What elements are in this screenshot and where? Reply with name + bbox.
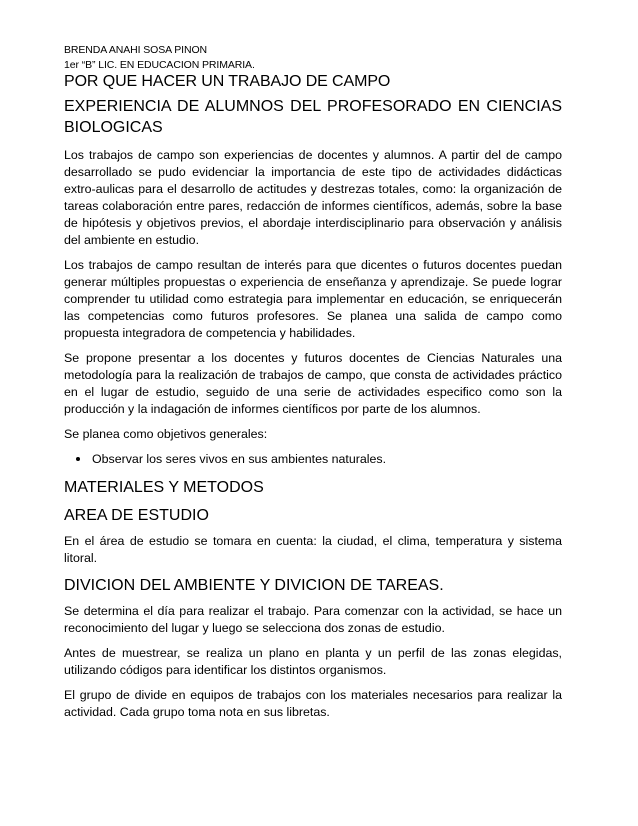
paragraph: El grupo de divide en equipos de trabajos con los materiales necesarios para realizar la actividad. Cada grupo toma nota en sus libretas. bbox=[64, 688, 562, 719]
bullet-text: Observar los seres vivos en sus ambientes naturales. bbox=[92, 452, 387, 466]
paragraph: Se propone presentar a los docentes y futuros docentes de Ciencias Naturales una metodología para la realización de trabajos de campo, que consta de actividades práctico en el lugar de estudio, seguido de una serie de actividades especifico como son la producción y la indagación de informes científicos por parte de los alumnos. bbox=[64, 351, 562, 416]
document-title: POR QUE HACER UN TRABAJO DE CAMPO bbox=[64, 73, 391, 90]
document-subtitle: EXPERIENCIA DE ALUMNOS DEL PROFESORADO EN CIENCIAS BIOLOGICAS bbox=[64, 98, 562, 136]
section-heading-area: AREA DE ESTUDIO bbox=[64, 507, 209, 524]
section-heading-materiales: MATERIALES Y METODOS bbox=[64, 479, 264, 496]
author-course: 1er “B” LIC. EN EDUCACION PRIMARIA. bbox=[64, 59, 255, 71]
paragraph: Los trabajos de campo son experiencias de docentes y alumnos. A partir del de campo desarrollado se pudo evidenciar la importancia de este tipo de actividades didácticas extro-aulicas para el desarrollo de actitudes y destrezas totales, como: la organización de tareas colaboración entre pares, redacción de informes científicos, además, sobre la base de hipótesis y objetivos previos, el abordaje interdisciplinario para observación y análisis del ambiente en estudio. bbox=[64, 148, 562, 247]
paragraph: Se determina el día para realizar el trabajo. Para comenzar con la actividad, se hace un reconocimiento del lugar y luego se selecciona dos zonas de estudio. bbox=[64, 604, 562, 635]
document-body bbox=[64, 71, 562, 729]
paragraph: En el área de estudio se tomara en cuenta: la ciudad, el clima, temperatura y sistema litoral. bbox=[64, 534, 562, 565]
paragraph: Se planea como objetivos generales: bbox=[64, 427, 268, 441]
paragraph: Los trabajos de campo resultan de interés para que dicentes o futuros docentes puedan generar múltiples propuestas o experiencia de enseñanza y aprendizaje. Se puede lograr comprender tu utilidad como estrategia para implementar en educación, se enriquecerán las competencias como futuros profesores. Se planea una salida de campo como propuesta integradora de competencia y habilidades. bbox=[64, 258, 562, 340]
author-name: BRENDA ANAHI SOSA PINON bbox=[64, 44, 207, 56]
paragraph: Antes de muestrear, se realiza un plano en planta y un perfil de las zonas elegidas, utilizando códigos para identificar los distintos organismos. bbox=[64, 646, 562, 677]
bullet-icon bbox=[64, 451, 92, 468]
bullet-list-item bbox=[64, 451, 562, 468]
page-header bbox=[64, 43, 255, 73]
section-heading-division: DIVICION DEL AMBIENTE Y DIVICION DE TAREAS. bbox=[64, 577, 444, 594]
